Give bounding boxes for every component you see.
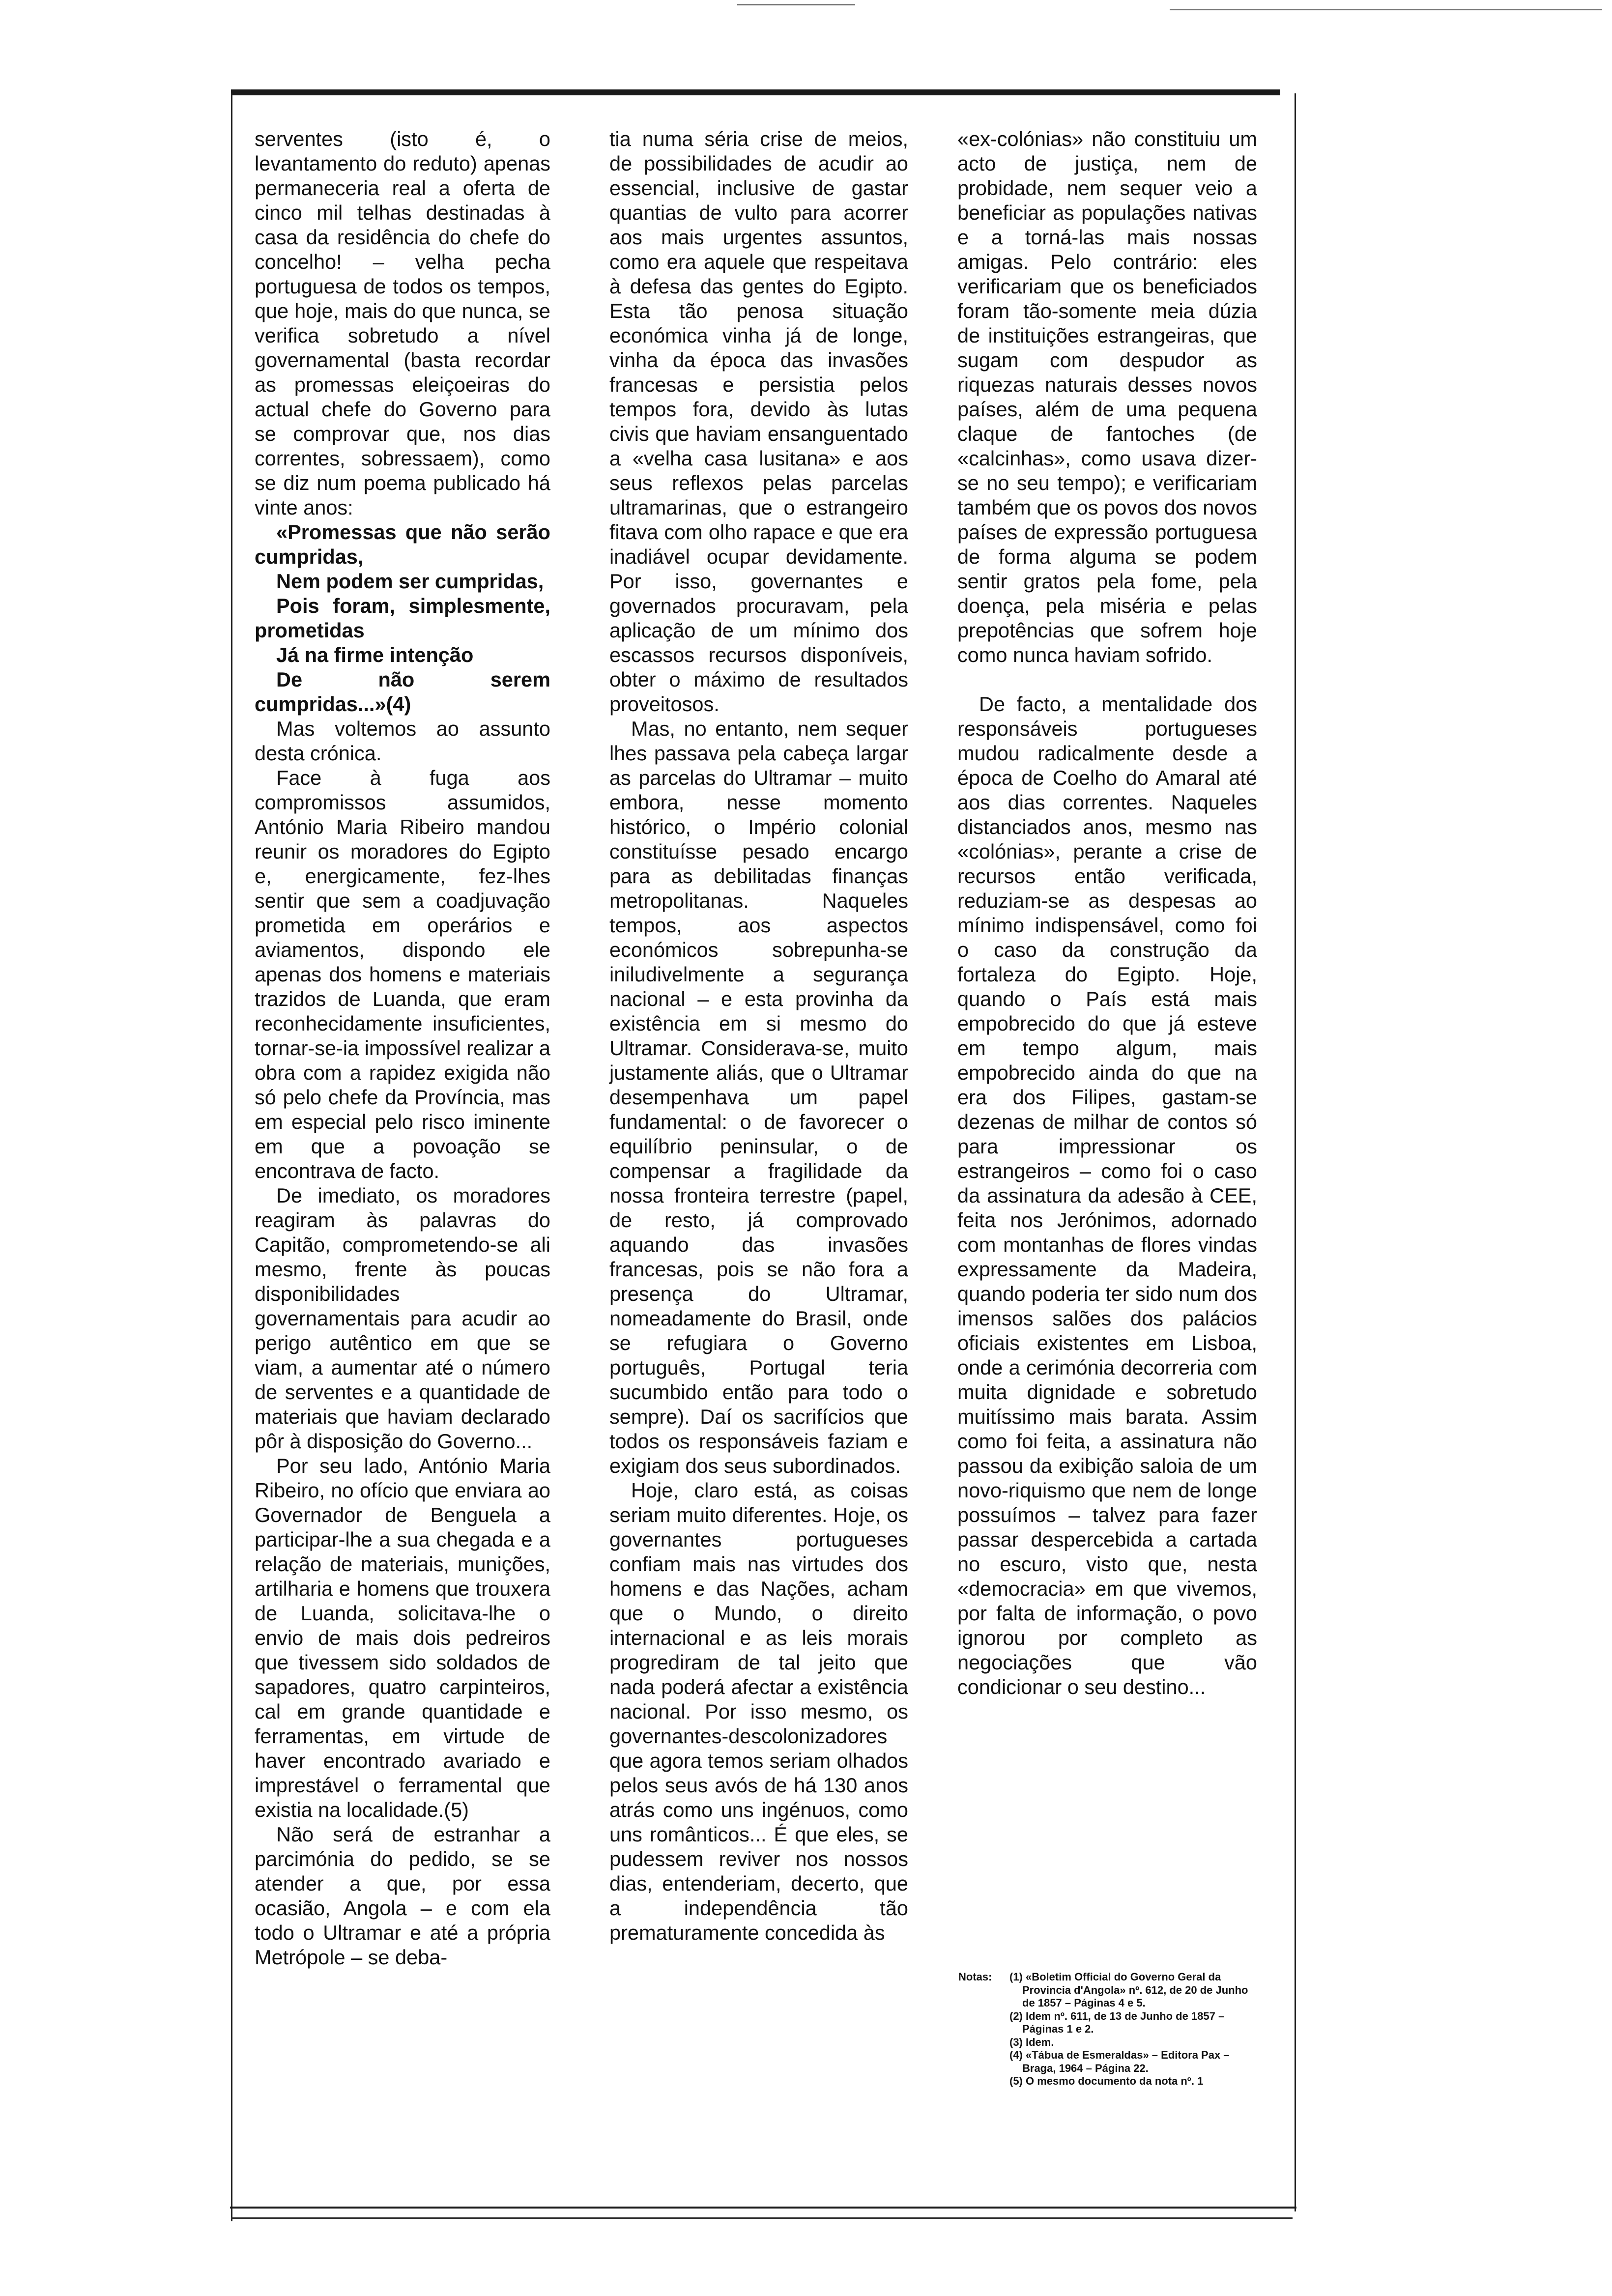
footnotes-label: Notas: xyxy=(958,1971,992,1983)
article-column-3 xyxy=(957,127,1257,1699)
footnote-item: (5) O mesmo documento da nota nº. 1 xyxy=(1009,2075,1204,2087)
article-paragraph: «ex-colónias» não constituiu um acto de justiça, nem de probidade, nem sequer veio a beneficiar as populações nativas e a torná-las mais nossas amigas. Pelo contrário: eles verificariam que os beneficiados foram tão-somente meia dúzia de instituições estrangeiras, que sugam com despudor as riquezas naturais desses novos países, além de uma pequena claque de fantoches (de «calcinhas», como usava dizer-se no seu tempo); e verificariam também que os povos dos novos países de expressão portuguesa de forma alguma se podem sentir gratos pela fome, pela doença, pela miséria e pelas prepotências que sofrem hoje como nunca haviam sofrido. xyxy=(957,127,1257,666)
footnote-item: (3) Idem. xyxy=(1009,2036,1054,2048)
article-paragraph: serventes (isto é, o levantamento do reduto) apenas permaneceria real a oferta de cinco mil telhas destinadas à casa da residência do chefe do concelho! – velha pecha portuguesa de todos os tempos, que hoje, mais do que nunca, se verifica sobretudo a nível governamental (basta recordar as promessas eleiçoeiras do actual chefe do Governo para se comprovar que, nos dias correntes, sobressaem), como se diz num poema publicado há vinte anos: xyxy=(255,127,550,519)
article-paragraph: Não será de estranhar a parcimónia do pedido, se se atender a que, por essa ocasião, Angola – e com ela todo o Ultramar e até a própria Metrópole – se deba- xyxy=(255,1823,550,1969)
article-column-2 xyxy=(609,127,908,1945)
article-paragraph: Hoje, claro está, as coisas seriam muito diferentes. Hoje, os governantes portugueses confiam mais nas virtudes dos homens e das Nações, acham que o Mundo, o direito internacional e as leis morais progrediram de tal jeito que nada poderá afectar a existência nacional. Por isso mesmo, os governantes-descolonizadores que agora temos seriam olhados pelos seus avós de há 130 anos atrás como uns ingénuos, como uns românticos... É que eles, se pudessem reviver nos nossos dias, entenderiam, decerto, que a independência tão prematuramente concedida às xyxy=(609,1479,908,1944)
poem-line: Nem podem ser cumpridas, xyxy=(276,570,544,593)
article-paragraph: De facto, a mentalidade dos responsáveis portugueses mudou radicalmente desde a época de Coelho do Amaral até aos dias correntes. Naqueles distanciados anos, mesmo nas «colónias», perante a crise de recursos então verificada, reduziam-se as despesas ao mínimo indispensável, como foi o caso da construção da fortaleza do Egipto. Hoje, quando o País está mais empobrecido do que já esteve em tempo algum, mais empobrecido ainda do que na era dos Filipes, gastam-se dezenas de milhar de contos só para impressionar os estrangeiros – como foi o caso da assinatura da adesão à CEE, feita nos Jerónimos, adornado com montanhas de flores vindas expressamente da Madeira, quando poderia ter sido num dos imensos salões dos palácios oficiais existentes em Lisboa, onde a cerimónia decorreria com muita dignidade e sobretudo muitíssimo mais barata. Assim como foi feita, a assinatura não passou da exibição saloia de um novo-riquismo que nem de longe possuímos – talvez para fazer passar despercebida a cartada no escuro, visto que, nesta «democracia» em que vivemos, por falta de informação, o povo ignorou por completo as negociações que vão condicionar o seu destino... xyxy=(957,692,1257,1698)
bottom-rule-double xyxy=(231,2217,1293,2219)
poem-line: Já na firme intenção xyxy=(276,643,474,666)
header-rule-left xyxy=(737,4,855,5)
right-frame-line xyxy=(1295,93,1296,2211)
poem-line: «Promessas que não serão cumpridas, xyxy=(255,520,550,568)
poem-quote xyxy=(255,520,550,717)
footnotes-list xyxy=(1009,1971,1263,2088)
article-paragraph: De imediato, os moradores reagiram às palavras do Capitão, comprometendo-se ali mesmo, frente às poucas disponibilidades governamentais para acudir ao perigo autêntico em que se viam, a aumentar até o número de serventes e a quantidade de materiais que haviam declarado pôr à disposição do Governo... xyxy=(255,1184,550,1453)
bottom-rule xyxy=(230,2207,1296,2209)
article-paragraph: Mas voltemos ao assunto desta crónica. xyxy=(255,717,550,765)
header-rule-right xyxy=(1170,9,1602,10)
footnote-item: (4) «Tábua de Esmeraldas» – Editora Pax – Braga, 1964 – Página 22. xyxy=(1009,2049,1230,2074)
article-paragraph: tia numa séria crise de meios, de possibilidades de acudir ao essencial, inclusive de gastar quantias de vulto para acorrer aos mais urgentes assuntos, como era aquele que respeitava à defesa das gentes do Egipto. Esta tão penosa situação económica vinha já de longe, vinha da época das invasões francesas e persistia pelos tempos fora, devido às lutas civis que haviam ensanguentado a «velha casa lusitana» e aos seus reflexos pelas parcelas ultramarinas, que o estrangeiro fitava com olho rapace e que era inadiável ocupar devidamente. Por isso, governantes e governados procuravam, pela aplicação de um mínimo dos escassos recursos disponíveis, obter o máximo de resultados proveitosos. xyxy=(609,127,908,716)
poem-line: Pois foram, simplesmente, prometidas xyxy=(255,594,550,642)
footnotes xyxy=(958,1971,1263,2088)
left-frame-line xyxy=(231,93,232,2221)
article-paragraph: Mas, no entanto, nem sequer lhes passava pela cabeça largar as parcelas do Ultramar – muito embora, nesse momento histórico, o Império colonial constituísse pesado encargo para as debilitadas finanças metropolitanas. Naqueles tempos, aos aspectos económicos sobrepunha-se iniludivelmente a segurança nacional – e esta provinha da existência em si mesmo do Ultramar. Considerava-se, muito justamente aliás, que o Ultramar desempenhava um papel fundamental: o de favorecer o equilíbrio peninsular, o de compensar a fragilidade da nossa fronteira terrestre (papel, de resto, já comprovado aquando das invasões francesas, pois se não fora a presença do Ultramar, nomeadamente do Brasil, onde se refugiara o Governo português, Portugal teria sucumbido então para todo o sempre). Daí os sacrifícios que todos os responsáveis faziam e exigiam dos seus subordinados. xyxy=(609,717,908,1477)
footnote-item: (2) Idem nº. 611, de 13 de Junho de 1857 – Páginas 1 e 2. xyxy=(1009,2009,1225,2035)
top-rule xyxy=(231,89,1280,95)
article-column-1 xyxy=(255,127,550,1970)
footnote-item: (1) «Boletim Official do Governo Geral da Provincia d'Angola» nº. 612, de 20 de Junho de 1857 – Páginas 4 e 5. xyxy=(1009,1971,1248,2009)
poem-line: De não serem cumpridas...»(4) xyxy=(255,668,550,716)
article-paragraph: Face à fuga aos compromissos assumidos, António Maria Ribeiro mandou reunir os moradores do Egipto e, energicamente, fez-lhes sentir que sem a coadjuvação prometida em operários e aviamentos, dispondo ele apenas dos homens e materiais trazidos de Luanda, que eram reconhecidamente insuficientes, tornar-se-ia impossível realizar a obra com a rapidez exigida não só pelo chefe da Província, mas em especial pelo risco iminente em que a povoação se encontrava de facto. xyxy=(255,766,550,1182)
article-paragraph: Por seu lado, António Maria Ribeiro, no ofício que enviara ao Governador de Benguela a participar-lhe a sua chegada e a relação de materiais, munições, artilharia e homens que trouxera de Luanda, solicitava-lhe o envio de mais dois pedreiros que tivessem sido soldados de sapadores, quatro carpinteiros, cal em grande quantidade e ferramentas, em virtude de haver encontrado avariado e imprestável o ferramental que existia na localidade.(5) xyxy=(255,1454,550,1821)
